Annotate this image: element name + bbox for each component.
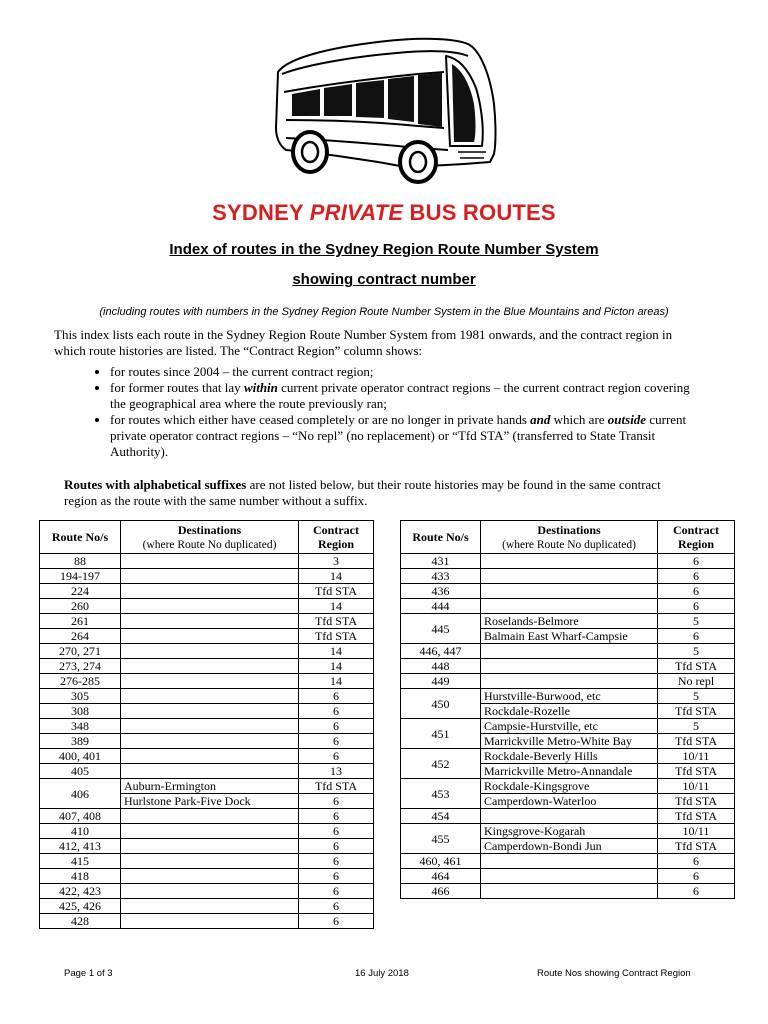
contract-region-cell: 6 xyxy=(299,869,374,884)
table-row xyxy=(401,569,735,584)
route-number-cell: 406 xyxy=(40,779,121,809)
route-column-header: Route No/s xyxy=(401,521,481,554)
contract-region-cell: 10/11 xyxy=(658,824,735,839)
bullet-item: • for routes which either have ceased completely or are no longer in private hands and which are outside current private operator contract regions – “No repl” (no replacement) or “Tfd STA” (transferred to State Transit Authority). xyxy=(110,412,694,460)
route-number-cell: 400, 401 xyxy=(40,749,121,764)
destination-cell xyxy=(121,569,299,584)
route-number-cell: 88 xyxy=(40,554,121,569)
destination-cell: Rockdale-Kingsgrove xyxy=(481,779,658,794)
contract-region-cell: 6 xyxy=(299,884,374,899)
table-row xyxy=(40,599,374,614)
contract-region-cell: 10/11 xyxy=(658,749,735,764)
destination-cell: Roselands-Belmore xyxy=(481,614,658,629)
contract-region-cell: 6 xyxy=(299,824,374,839)
route-number-cell: 466 xyxy=(401,884,481,899)
destination-cell: Hurstville-Burwood, etc xyxy=(481,689,658,704)
route-number-cell: 276-285 xyxy=(40,674,121,689)
contract-region-cell: 6 xyxy=(299,794,374,809)
route-number-cell: 454 xyxy=(401,809,481,824)
table-row xyxy=(40,629,374,644)
contract-region-cell: 14 xyxy=(299,599,374,614)
contract-region-cell: 6 xyxy=(658,599,735,614)
route-number-cell: 264 xyxy=(40,629,121,644)
destination-cell xyxy=(481,869,658,884)
table-row xyxy=(40,584,374,599)
destination-cell xyxy=(481,674,658,689)
destination-cell xyxy=(121,719,299,734)
destination-cell: Auburn-Ermington xyxy=(121,779,299,794)
route-number-cell: 444 xyxy=(401,599,481,614)
contract-region-cell: 5 xyxy=(658,719,735,734)
route-number-cell: 453 xyxy=(401,779,481,809)
table-row xyxy=(40,809,374,824)
contract-region-cell: Tfd STA xyxy=(299,584,374,599)
contract-region-column-header: Contract Region xyxy=(299,521,374,554)
route-number-cell: 445 xyxy=(401,614,481,644)
table-row xyxy=(401,599,735,614)
contract-region-cell: 6 xyxy=(299,914,374,929)
contract-region-cell: 5 xyxy=(658,614,735,629)
destination-cell xyxy=(121,884,299,899)
route-number-cell: 431 xyxy=(401,554,481,569)
table-row xyxy=(401,689,735,704)
destination-cell xyxy=(481,569,658,584)
route-number-cell: 308 xyxy=(40,704,121,719)
table-row xyxy=(40,869,374,884)
document-title: SYDNEY PRIVATE BUS ROUTES xyxy=(212,200,556,225)
destination-cell xyxy=(121,674,299,689)
contract-region-cell: 5 xyxy=(658,644,735,659)
contract-region-cell: 6 xyxy=(299,704,374,719)
bullet-item: • for routes since 2004 – the current contract region; xyxy=(110,364,694,380)
table-row xyxy=(401,854,735,869)
route-number-cell: 415 xyxy=(40,854,121,869)
route-number-cell: 410 xyxy=(40,824,121,839)
route-number-cell: 428 xyxy=(40,914,121,929)
destination-cell xyxy=(481,659,658,674)
contract-region-cell: 6 xyxy=(658,854,735,869)
route-number-cell: 422, 423 xyxy=(40,884,121,899)
route-number-cell: 451 xyxy=(401,719,481,749)
table-row xyxy=(40,884,374,899)
contract-region-cell: 6 xyxy=(299,734,374,749)
route-number-cell: 433 xyxy=(401,569,481,584)
contract-region-cell: Tfd STA xyxy=(299,629,374,644)
destination-cell: Rockdale-Rozelle xyxy=(481,704,658,719)
contract-region-cell: 6 xyxy=(658,869,735,884)
contract-region-cell: 14 xyxy=(299,659,374,674)
table-row xyxy=(401,884,735,899)
route-number-cell: 194-197 xyxy=(40,569,121,584)
destination-cell xyxy=(121,629,299,644)
destination-cell xyxy=(121,869,299,884)
contract-region-bullets xyxy=(54,364,694,460)
table-row xyxy=(401,659,735,674)
destination-cell xyxy=(121,899,299,914)
table-row xyxy=(401,674,735,689)
contract-region-cell: Tfd STA xyxy=(658,734,735,749)
contract-region-cell: Tfd STA xyxy=(658,794,735,809)
destination-cell xyxy=(481,644,658,659)
destination-cell xyxy=(121,809,299,824)
route-number-cell: 418 xyxy=(40,869,121,884)
scope-note: (including routes with numbers in the Sydney Region Route Number System in the Blue Mountains and Picton areas) xyxy=(99,306,669,318)
table-row xyxy=(401,779,735,794)
destination-cell: Marrickville Metro-Annandale xyxy=(481,764,658,779)
route-number-cell: 436 xyxy=(401,584,481,599)
contract-region-cell: 6 xyxy=(299,809,374,824)
contract-region-cell: 6 xyxy=(299,719,374,734)
destination-cell: Campsie-Hurstville, etc xyxy=(481,719,658,734)
destination-cell: Balmain East Wharf-Campsie xyxy=(481,629,658,644)
contract-region-cell: Tfd STA xyxy=(658,659,735,674)
destination-cell: Kingsgrove-Kogarah xyxy=(481,824,658,839)
destination-cell xyxy=(121,734,299,749)
route-number-cell: 224 xyxy=(40,584,121,599)
destination-cell xyxy=(121,839,299,854)
destination-cell xyxy=(481,884,658,899)
table-row xyxy=(40,659,374,674)
intro-section xyxy=(54,327,694,460)
contract-region-cell: Tfd STA xyxy=(658,704,735,719)
route-number-cell: 305 xyxy=(40,689,121,704)
table-row xyxy=(40,704,374,719)
contract-region-column-header: Contract Region xyxy=(658,521,735,554)
route-number-cell: 261 xyxy=(40,614,121,629)
route-number-cell: 260 xyxy=(40,599,121,614)
route-number-cell: 405 xyxy=(40,764,121,779)
destination-cell: Marrickville Metro-White Bay xyxy=(481,734,658,749)
destination-cell: Rockdale-Beverly Hills xyxy=(481,749,658,764)
contract-region-cell: Tfd STA xyxy=(658,839,735,854)
destination-cell: Hurlstone Park-Five Dock xyxy=(121,794,299,809)
table-row xyxy=(401,869,735,884)
route-column-header: Route No/s xyxy=(40,521,121,554)
table-row xyxy=(40,914,374,929)
contract-region-cell: 6 xyxy=(658,554,735,569)
contract-region-cell: 5 xyxy=(658,689,735,704)
destination-cell xyxy=(121,554,299,569)
table-row xyxy=(401,749,735,764)
table-row xyxy=(401,644,735,659)
table-row xyxy=(401,824,735,839)
table-row xyxy=(40,689,374,704)
contract-region-cell: Tfd STA xyxy=(299,614,374,629)
destination-cell xyxy=(121,584,299,599)
table-header-row xyxy=(40,521,374,554)
route-number-cell: 455 xyxy=(401,824,481,854)
contract-region-cell: 14 xyxy=(299,569,374,584)
document-subtitle-2: showing contract number xyxy=(292,271,476,288)
contract-region-cell: 6 xyxy=(299,899,374,914)
route-number-cell: 273, 274 xyxy=(40,659,121,674)
table-row xyxy=(401,614,735,629)
bullet-item: • for former routes that lay within current private operator contract regions – the current contract region covering the geographical area where the route previously ran; xyxy=(110,380,694,412)
contract-region-cell: Tfd STA xyxy=(299,779,374,794)
table-row xyxy=(40,824,374,839)
contract-region-cell: 6 xyxy=(658,629,735,644)
destination-cell: Camperdown-Bondi Jun xyxy=(481,839,658,854)
route-table-right xyxy=(400,520,735,899)
route-number-cell: 407, 408 xyxy=(40,809,121,824)
destination-cell xyxy=(121,764,299,779)
contract-region-cell: 10/11 xyxy=(658,779,735,794)
contract-region-cell: 3 xyxy=(299,554,374,569)
route-table-left xyxy=(39,520,374,929)
table-row xyxy=(40,674,374,689)
route-number-cell: 452 xyxy=(401,749,481,779)
route-number-cell: 270, 271 xyxy=(40,644,121,659)
table-row xyxy=(40,899,374,914)
table-row xyxy=(40,839,374,854)
table-row xyxy=(401,809,735,824)
destinations-column-header: Destinations (where Route No duplicated) xyxy=(121,521,299,554)
route-number-cell: 348 xyxy=(40,719,121,734)
contract-region-cell: 6 xyxy=(299,839,374,854)
route-number-cell: 460, 461 xyxy=(401,854,481,869)
contract-region-cell: 13 xyxy=(299,764,374,779)
footer-page-number: Page 1 of 3 xyxy=(64,968,113,979)
destination-cell xyxy=(481,554,658,569)
destination-cell xyxy=(481,584,658,599)
intro-paragraph: This index lists each route in the Sydney Region Route Number System from 1981 onwards, and the contract region in which route histories are listed. The “Contract Region” column shows: xyxy=(54,327,673,358)
table-row xyxy=(401,719,735,734)
table-row xyxy=(40,749,374,764)
destination-cell xyxy=(121,749,299,764)
destinations-column-header: Destinations (where Route No duplicated) xyxy=(481,521,658,554)
contract-region-cell: No repl xyxy=(658,674,735,689)
route-number-cell: 446, 447 xyxy=(401,644,481,659)
destination-cell xyxy=(121,659,299,674)
contract-region-cell: 6 xyxy=(299,689,374,704)
table-header-row xyxy=(401,521,735,554)
table-row xyxy=(40,734,374,749)
contract-region-cell: Tfd STA xyxy=(658,809,735,824)
table-row xyxy=(40,779,374,794)
route-number-cell: 448 xyxy=(401,659,481,674)
table-row xyxy=(40,719,374,734)
table-row xyxy=(40,854,374,869)
table-row xyxy=(40,764,374,779)
contract-region-cell: 14 xyxy=(299,644,374,659)
contract-region-cell: 6 xyxy=(658,884,735,899)
bus-illustration xyxy=(268,34,500,184)
table-row xyxy=(40,644,374,659)
suffix-note: Routes with alphabetical suffixes are not listed below, but their route histories may be found in the same contract region as the route with the same number without a suffix. xyxy=(64,477,661,508)
contract-region-cell: 6 xyxy=(658,569,735,584)
destination-cell xyxy=(121,914,299,929)
destination-cell xyxy=(121,704,299,719)
destination-cell xyxy=(121,599,299,614)
route-number-cell: 450 xyxy=(401,689,481,719)
route-number-cell: 389 xyxy=(40,734,121,749)
destination-cell xyxy=(481,809,658,824)
destination-cell xyxy=(121,614,299,629)
destination-cell xyxy=(481,854,658,869)
footer-date: 16 July 2018 xyxy=(355,968,409,979)
table-row xyxy=(40,569,374,584)
table-row xyxy=(40,554,374,569)
contract-region-cell: 6 xyxy=(658,584,735,599)
route-number-cell: 425, 426 xyxy=(40,899,121,914)
table-row xyxy=(401,584,735,599)
destination-cell xyxy=(121,824,299,839)
contract-region-cell: 6 xyxy=(299,749,374,764)
document-subtitle: Index of routes in the Sydney Region Route Number System xyxy=(169,241,599,258)
destination-cell: Camperdown-Waterloo xyxy=(481,794,658,809)
destination-cell xyxy=(481,599,658,614)
route-number-cell: 464 xyxy=(401,869,481,884)
route-number-cell: 412, 413 xyxy=(40,839,121,854)
contract-region-cell: Tfd STA xyxy=(658,764,735,779)
destination-cell xyxy=(121,644,299,659)
table-row xyxy=(401,554,735,569)
contract-region-cell: 6 xyxy=(299,854,374,869)
route-number-cell: 449 xyxy=(401,674,481,689)
table-row xyxy=(40,614,374,629)
destination-cell xyxy=(121,854,299,869)
contract-region-cell: 14 xyxy=(299,674,374,689)
destination-cell xyxy=(121,689,299,704)
footer-doc-title: Route Nos showing Contract Region xyxy=(537,968,691,979)
